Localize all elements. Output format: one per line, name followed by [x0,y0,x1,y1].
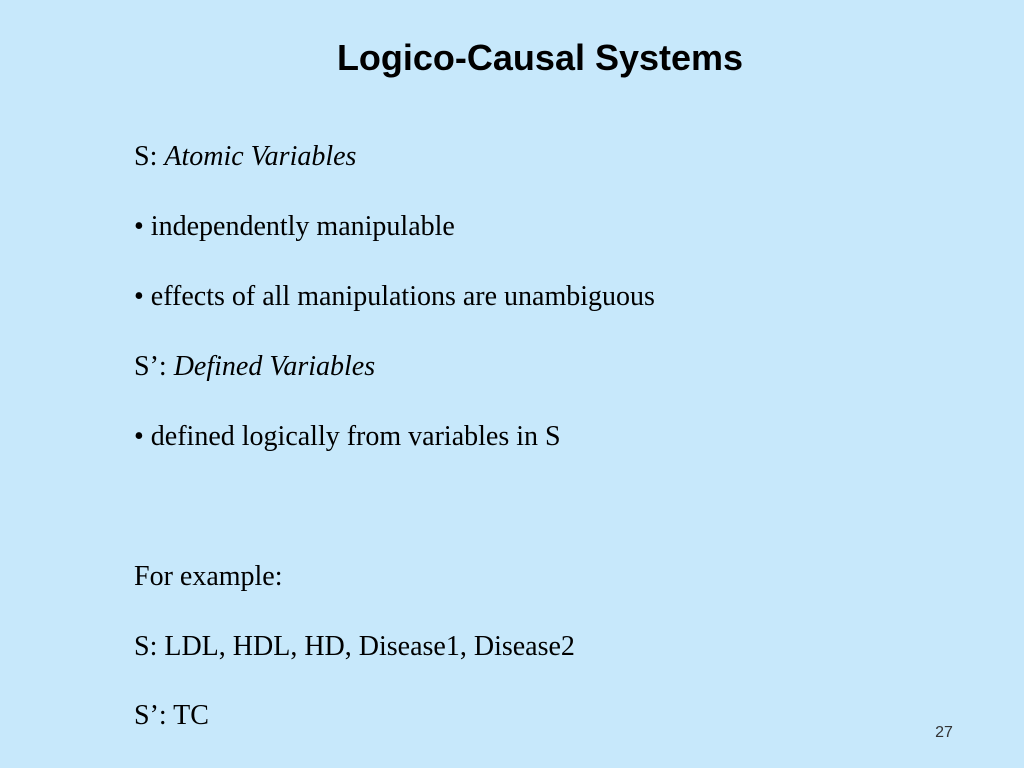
page-number: 27 [935,724,953,741]
bullet-defined-logically: • defined logically from variables in S [134,421,561,452]
defined-variables-heading [134,350,375,384]
atomic-variables-label: Atomic Variables [164,141,357,172]
example-s-prime-variables: S’: TC [134,700,209,731]
slide-title: Logico-Causal Systems [336,37,744,78]
bullet-independently-manipulable: • independently manipulable [134,211,455,242]
bullet-effects-unambiguous: • effects of all manipulations are unambiguous [134,281,655,312]
defined-variables-prefix: S’: [134,351,174,382]
example-heading: For example: [134,561,283,592]
atomic-variables-prefix: S: [134,141,165,172]
atomic-variables-heading [134,140,356,174]
defined-variables-label: Defined Variables [173,351,376,382]
example-s-variables: S: LDL, HDL, HD, Disease1, Disease2 [134,631,575,662]
